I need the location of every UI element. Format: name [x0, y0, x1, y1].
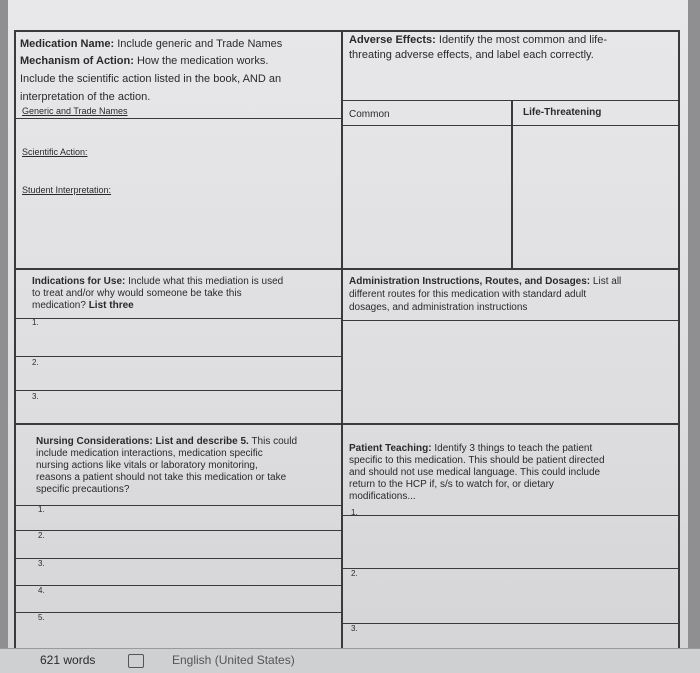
- teaching-number: 3.: [351, 624, 358, 633]
- teaching-title: Patient Teaching: Identify 3 things to teach the patient: [349, 443, 593, 454]
- indication-number: 1.: [32, 318, 39, 327]
- teaching-row-line: [343, 515, 680, 516]
- row-divider-1: [14, 268, 680, 270]
- common-header: Common: [349, 109, 390, 120]
- admin-title: Administration Instructions, Routes, and Dosages: List all: [349, 276, 622, 287]
- indications-title: Indications for Use: Include what this mediation is used: [32, 276, 284, 287]
- nursing-row-line: [14, 612, 341, 613]
- admin-line: dosages, and administration instructions: [349, 302, 528, 313]
- adverse-effects-line: threating adverse effects, and label each correctly.: [349, 49, 594, 61]
- proofing-icon[interactable]: [128, 654, 144, 668]
- indication-number: 2.: [32, 358, 39, 367]
- indications-row-line: [14, 356, 341, 357]
- nursing-row-line: [14, 585, 341, 586]
- nursing-number: 2.: [38, 531, 45, 540]
- indication-number: 3.: [32, 392, 39, 401]
- worksheet-page: [8, 0, 688, 650]
- table-left-border: [14, 30, 16, 650]
- nursing-row-line: [14, 505, 341, 506]
- center-divider: [341, 30, 343, 650]
- word-count[interactable]: 621 words: [40, 653, 96, 667]
- mechanism-line: Mechanism of Action: How the medication works.: [20, 55, 269, 67]
- nursing-row-line: [14, 530, 341, 531]
- row-divider-2: [14, 423, 680, 425]
- teaching-number: 1.: [351, 508, 358, 517]
- teaching-line: specific to this medication. This should be patient directed: [349, 455, 605, 466]
- adverse-effects-title: Adverse Effects: Identify the most common and life-: [349, 34, 608, 46]
- teaching-line: and should not use medical language. This could include: [349, 467, 601, 478]
- indications-line: to treat and/or why would someone be take this: [32, 288, 242, 299]
- teaching-number: 2.: [351, 569, 358, 578]
- nursing-line: nursing actions like vitals or laboratory monitoring,: [36, 460, 258, 471]
- admin-header-line: [343, 320, 680, 321]
- indications-row-line: [14, 390, 341, 391]
- nursing-number: 3.: [38, 559, 45, 568]
- nursing-row-line: [14, 558, 341, 559]
- nursing-line: include medication interactions, medication specific: [36, 448, 263, 459]
- table-right-border: [678, 30, 680, 650]
- instruction-line: Include the scientific action listed in the book, AND an: [20, 73, 282, 85]
- nursing-number: 1.: [38, 505, 45, 514]
- adverse-column-divider: [511, 100, 513, 268]
- nursing-line: reasons a patient should not take this medication or take: [36, 472, 287, 483]
- indications-line: medication? List three: [32, 300, 134, 311]
- nursing-number: 4.: [38, 586, 45, 595]
- generic-line: [14, 118, 341, 119]
- teaching-line: return to the HCP if, s/s to watch for, or dietary: [349, 479, 554, 490]
- status-bar: [0, 648, 700, 673]
- instruction-line: interpretation of the action.: [20, 91, 151, 103]
- table-top-border: [14, 30, 680, 32]
- student-interpretation-label: Student Interpretation:: [22, 185, 112, 195]
- indications-row-line: [14, 318, 341, 319]
- nursing-title: Nursing Considerations: List and describe 5. This could: [36, 436, 298, 447]
- language-indicator[interactable]: English (United States): [172, 653, 295, 667]
- scientific-action-label: Scientific Action:: [22, 147, 88, 157]
- medication-name-line: Medication Name: Include generic and Trade Names: [20, 38, 283, 50]
- teaching-row-line: [343, 623, 680, 624]
- life-threatening-header: Life-Threatening: [523, 107, 602, 118]
- teaching-row-line: [343, 568, 680, 569]
- nursing-number: 5.: [38, 613, 45, 622]
- admin-line: different routes for this medication with standard adult: [349, 289, 587, 300]
- generic-trade-label: Generic and Trade Names: [22, 106, 128, 116]
- teaching-line: modifications...: [349, 491, 416, 502]
- nursing-line: specific precautions?: [36, 484, 130, 495]
